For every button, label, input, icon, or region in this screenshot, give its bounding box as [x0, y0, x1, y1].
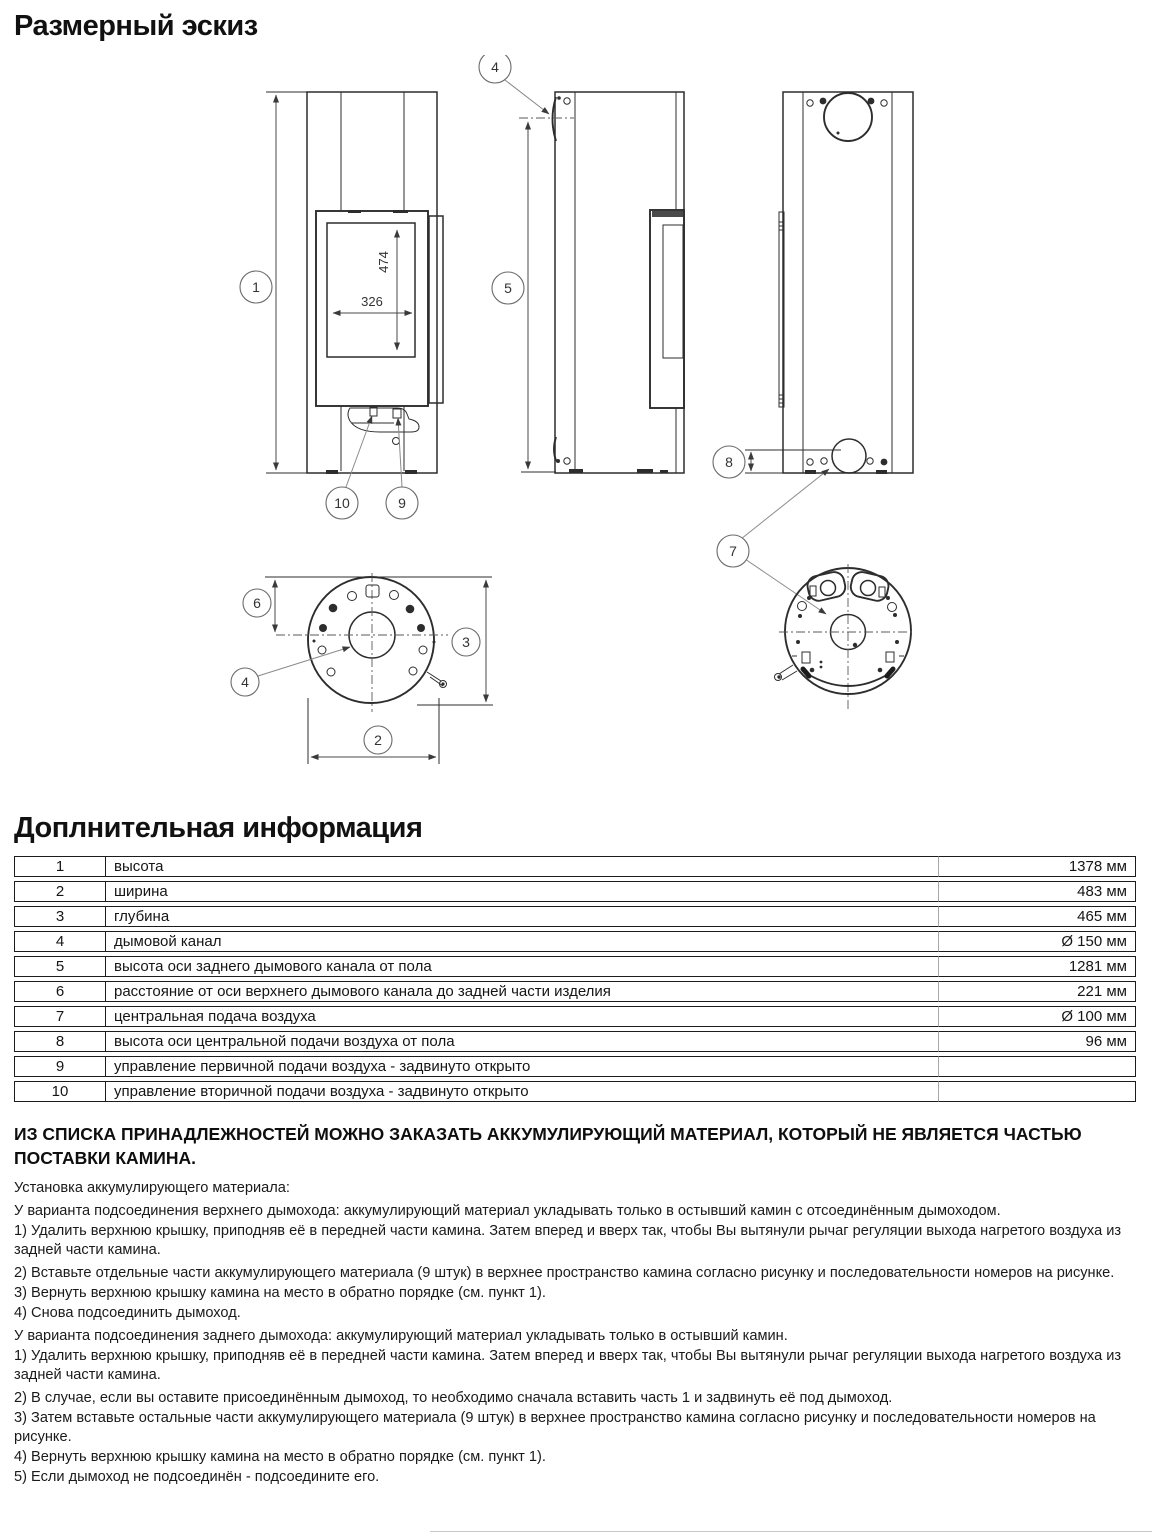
instruction-line: 3) Вернуть верхнюю крышку камина на место в обратно порядке (см. пункт 1).	[14, 1285, 546, 1301]
instruction-line: 3) Затем вставьте остальные части аккумулирующего материала (9 штук) в верхнее пространство камина согласно рисунку и последовательности номеров на рисунке.	[14, 1410, 1096, 1445]
row-number: 7	[14, 1006, 106, 1027]
row-number: 2	[14, 881, 106, 902]
table-row	[14, 856, 1136, 877]
instruction-line: 4) Вернуть верхнюю крышку камина на место в обратно порядке (см. пункт 1).	[14, 1449, 546, 1465]
instruction-line: У варианта подсоединения верхнего дымохода: аккумулирующий материал укладывать только в остывший камин с отсоединённым дымоходом.	[14, 1203, 1001, 1219]
row-value: Ø 100 мм	[938, 1006, 1136, 1027]
instruction-line: 1) Удалить верхнюю крышку, приподняв её в передней части камина. Затем вперед и вверх так, чтобы Вы вытянули рычаг регуляции выхода нагретого воздуха из задней части камина.	[14, 1223, 1122, 1258]
section-title: Доплнительная информация	[14, 812, 423, 844]
svg-text:4: 4	[241, 674, 249, 690]
row-number: 4	[14, 931, 106, 952]
row-number: 8	[14, 1031, 106, 1052]
callout-9	[386, 418, 418, 519]
svg-text:7: 7	[729, 543, 737, 559]
table-row	[14, 906, 1136, 927]
additional-info-section	[0, 812, 1152, 1488]
air-control-lever	[348, 407, 419, 445]
row-value: 1281 мм	[938, 956, 1136, 977]
row-label: глубина	[106, 906, 938, 927]
rear-view	[713, 92, 913, 614]
callout-1	[240, 271, 272, 303]
table-row	[14, 881, 1136, 902]
dim-326: 326	[361, 294, 383, 309]
table-row	[14, 981, 1136, 1002]
row-label: ширина	[106, 881, 938, 902]
svg-text:6: 6	[253, 595, 261, 611]
side-view	[479, 55, 684, 473]
row-value: 1378 мм	[938, 856, 1136, 877]
instruction-line: Установка аккумулирующего материала:	[14, 1180, 290, 1196]
dim-glass-height	[376, 230, 397, 350]
table-row	[14, 931, 1136, 952]
table-row	[14, 1081, 1136, 1102]
row-value: 221 мм	[938, 981, 1136, 1002]
row-value	[938, 1056, 1136, 1077]
callout-8	[713, 446, 745, 478]
accessories-note: ИЗ СПИСКА ПРИНАДЛЕЖНОСТЕЙ МОЖНО ЗАКАЗАТЬ АККУМУЛИРУЮЩИЙ МАТЕРИАЛ, КОТОРЫЙ НЕ ЯВЛЯЕТСЯ ЧАСТЬЮ ПОСТАВКИ КАМИНА.	[14, 1124, 1082, 1168]
svg-text:5: 5	[504, 280, 512, 296]
svg-text:9: 9	[398, 495, 406, 511]
row-number: 6	[14, 981, 106, 1002]
instruction-line: 5) Если дымоход не подсоединён - подсоедините его.	[14, 1469, 380, 1485]
callout-6	[243, 589, 271, 617]
bottom-view	[775, 564, 916, 712]
page-bottom-divider	[430, 1531, 1152, 1532]
side-door-panel	[650, 210, 684, 408]
row-number: 10	[14, 1081, 106, 1102]
callout-4	[479, 55, 549, 114]
row-label: центральная подача воздуха	[106, 1006, 938, 1027]
door-edge	[429, 216, 443, 403]
row-number: 1	[14, 856, 106, 877]
svg-text:10: 10	[334, 495, 350, 511]
row-value	[938, 1081, 1136, 1102]
table-row	[14, 1031, 1136, 1052]
row-label: управление первичной подачи воздуха - задвинуто открыто	[106, 1056, 938, 1077]
instruction-line: 2) В случае, если вы оставите присоединённым дымоход, то необходимо сначала вставить часть 1 и задвинуть её под дымоход.	[14, 1390, 893, 1406]
row-value: 483 мм	[938, 881, 1136, 902]
svg-text:8: 8	[725, 454, 733, 470]
dim-glass-width	[333, 294, 412, 313]
installation-instructions	[14, 1179, 1136, 1487]
top-flue-circle	[349, 612, 395, 658]
central-air-opening	[832, 439, 866, 473]
callout-10	[326, 416, 372, 519]
svg-text:1: 1	[252, 279, 260, 295]
table-row	[14, 956, 1136, 977]
row-label: высота оси заднего дымового канала от пола	[106, 956, 938, 977]
callout-2	[364, 726, 392, 754]
dim-height	[266, 92, 308, 473]
row-label: высота оси центральной подачи воздуха от пола	[106, 1031, 938, 1052]
table-row	[14, 1056, 1136, 1077]
dim-rear-flue-height	[521, 122, 556, 472]
row-value: 465 мм	[938, 906, 1136, 927]
row-value: 96 мм	[938, 1031, 1136, 1052]
front-view	[240, 92, 443, 519]
row-label: высота	[106, 856, 938, 877]
svg-text:4: 4	[491, 59, 499, 75]
instruction-line: 4) Снова подсоединить дымоход.	[14, 1305, 241, 1321]
dim-air-height	[745, 450, 841, 473]
row-number: 9	[14, 1056, 106, 1077]
dim-474: 474	[376, 251, 391, 273]
instruction-line: У варианта подсоединения заднего дымохода: аккумулирующий материал укладывать только в остывший камин.	[14, 1328, 788, 1344]
row-value: Ø 150 мм	[938, 931, 1136, 952]
top-view	[231, 573, 493, 764]
row-label: расстояние от оси верхнего дымового канала до задней части изделия	[106, 981, 938, 1002]
row-number: 3	[14, 906, 106, 927]
svg-text:2: 2	[374, 732, 382, 748]
rear-air-stub	[554, 437, 570, 464]
callout-3	[452, 628, 480, 656]
door-glass	[327, 223, 415, 357]
top-handle	[427, 672, 447, 688]
page-title: Размерный эскиз	[14, 10, 258, 42]
row-label: дымовой канал	[106, 931, 938, 952]
bottom-handle	[775, 665, 798, 681]
row-number: 5	[14, 956, 106, 977]
callout-5	[492, 272, 524, 304]
callout-7	[717, 469, 829, 614]
top-flue-opening	[824, 93, 872, 141]
svg-text:3: 3	[462, 634, 470, 650]
instruction-line: 2) Вставьте отдельные части аккумулирующего материала (9 штук) в верхнее пространство камина согласно рисунку и последовательности номеров на рисунке.	[14, 1265, 1115, 1281]
row-label: управление вторичной подачи воздуха - задвинуто открыто	[106, 1081, 938, 1102]
table-row	[14, 1006, 1136, 1027]
instruction-line: 1) Удалить верхнюю крышку, приподняв её в передней части камина. Затем вперед и вверх так, чтобы Вы вытянули рычаг регуляции выхода нагретого воздуха из задней части камина.	[14, 1348, 1122, 1383]
dimensions-table	[14, 852, 1136, 1106]
dimension-sketch	[0, 55, 1152, 812]
